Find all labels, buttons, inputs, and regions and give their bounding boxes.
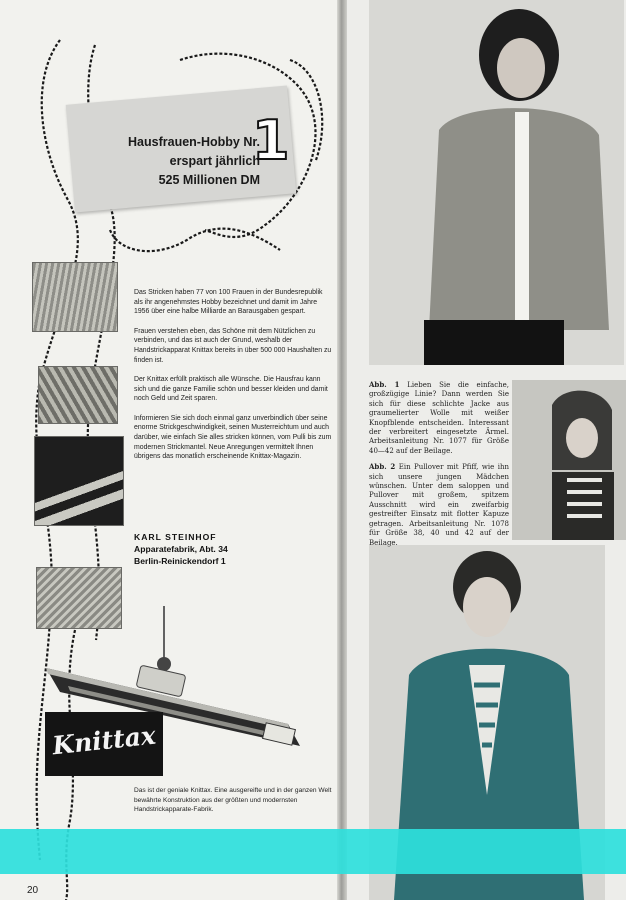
caption-abb-2	[369, 462, 509, 548]
logo-wordmark: Knittax	[50, 720, 158, 761]
body-paragraph: Der Knittax erfüllt praktisch alle Wünsche. Die Hausfrau kann sich und die ganze Familie schön und besser kleiden und damit noch Geld und Zeit sparen.	[134, 375, 328, 403]
model-photo-cardigan	[369, 0, 624, 365]
knit-sample-photo-3	[34, 436, 124, 526]
headline-line-1: Hausfrauen-Hobby Nr.	[128, 135, 260, 149]
photo-captions	[369, 380, 509, 554]
body-paragraph: Informieren Sie sich doch einmal ganz unverbindlich über seine enorme Strickgeschwindigkeit, seinen Musterreichtum und auch darüber, wie einfach Sie alles stricken können, vom Pulli bis zum modernen Strickmantel. Neue Anregungen vermittelt Ihnen übrigens das monatlich erscheinende Knittax-Magazin.	[134, 414, 332, 461]
body-paragraph: Das Stricken haben 77 von 100 Frauen in der Bundesrepublik als ihr angenehmstes Hobby bezeichnet und damit im Jahre 1956 über eine halbe Milliarde an Barausgaben gespart.	[134, 289, 323, 316]
page-number: 20	[27, 885, 39, 896]
company-department: Apparatefabrik, Abt. 34	[134, 544, 228, 554]
page-gutter	[337, 0, 347, 900]
knit-sample-photo-2	[38, 366, 118, 424]
company-name: KARL STEINHOF	[134, 532, 217, 542]
caption-text: Ein Pullover mit Pfiff, wie ihn sich unsere jungen Mädchen wünschen. Unter dem saloppen und Pullover mit großem, spitzem Ausschnitt wird ein zweifarbig gestreifter Einsatz mit flotter Kapuze getragen. Arbeitsanleitung Nr. 1078 für Größe 38, 40 und 42 auf der Beilage.	[369, 463, 509, 547]
knit-sample-photo-1	[32, 262, 118, 332]
caption-abb-1	[369, 380, 509, 456]
headline-line-2: erspart jährlich	[169, 154, 260, 168]
body-paragraph: Frauen verstehen eben, das Schöne mit dem Nützlichen zu verbinden, und das ist auch der Grund, weshalb der Handstrickapparat Knittax bereits in über 500 000 Haushalten zu finden ist.	[134, 327, 332, 364]
headline-number-one: 1	[252, 109, 290, 172]
caption-label: Abb. 2	[369, 462, 396, 472]
headline	[80, 133, 260, 190]
company-city: Berlin-Reinickendorf 1	[134, 556, 226, 566]
caption-label: Abb. 1	[369, 380, 400, 389]
cyan-overlay-band	[0, 829, 626, 874]
headline-line-3: 525 Millionen DM	[158, 173, 260, 187]
article-body	[134, 288, 332, 472]
machine-caption: Das ist der geniale Knittax. Eine ausgereifte und in der ganzen Welt bewährte Konstruktion aus der größten und modernsten Handstrickapparate-Fabrik.	[134, 787, 332, 814]
company-address	[134, 531, 334, 567]
knittax-logo	[45, 712, 163, 776]
caption-text: Lieben Sie die einfache, großzügige Linie? Dann werden Sie sich für diese schlichte Jacke aus graumelierter Wolle mit weißer Knopfblende entscheiden. Interessant der verbreitert eingesetzte Ärmel. Arbeitsanleitung Nr. 1077 für Größe 40—42 auf der Beilage.	[369, 381, 510, 455]
model-photo-hood	[512, 380, 626, 540]
